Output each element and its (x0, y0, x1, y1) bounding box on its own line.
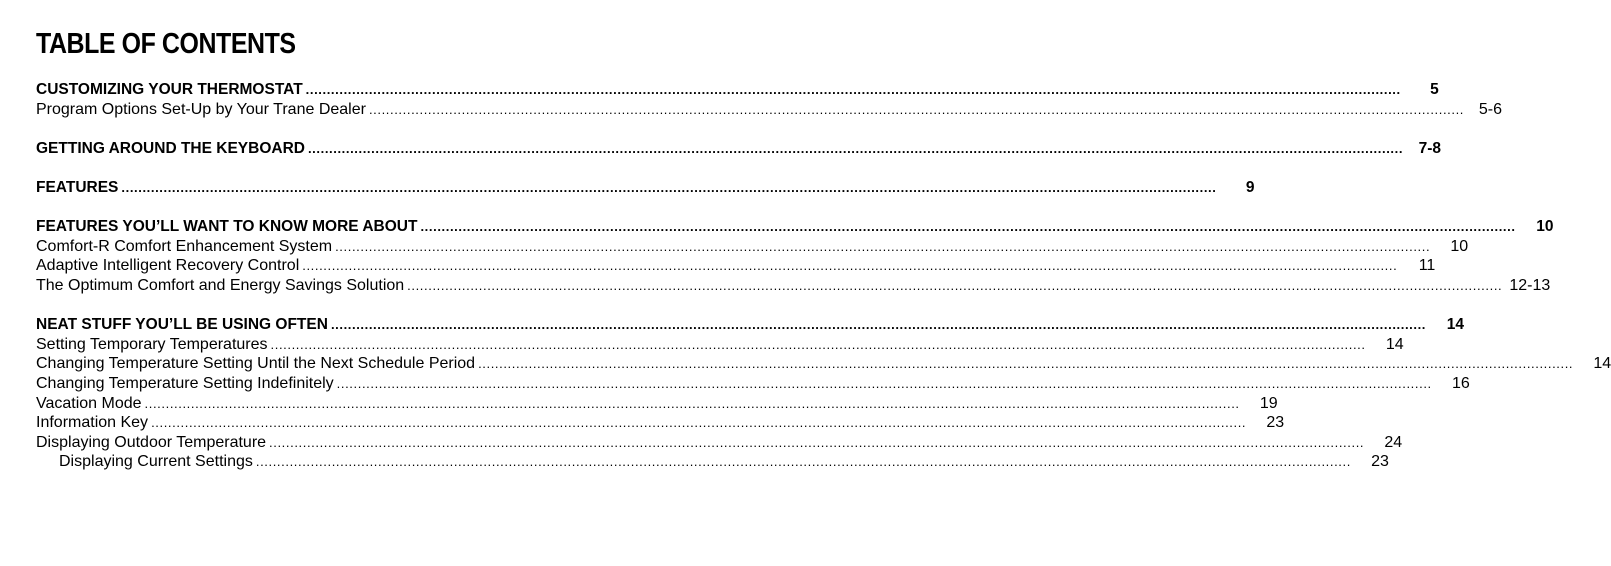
toc-entry (36, 237, 1469, 257)
toc-entry (36, 452, 1389, 472)
toc-entry-page: 23 (1371, 453, 1389, 471)
toc-entry-label: Setting Temporary Temperatures (36, 335, 268, 353)
dot-leader: .................................................................................................................................................................................................................................................................... (368, 101, 1465, 117)
toc-entry-page: 7-8 (1418, 139, 1442, 157)
toc-entry (36, 80, 1439, 100)
toc-entry-label: Comfort-R Comfort Enhancement System (36, 237, 333, 255)
toc-entry-label: GETTING AROUND THE KEYBOARD (36, 139, 305, 157)
dot-leader: .................................................................................................................................................................................................................................................................... (420, 219, 1516, 235)
dot-leader: .................................................................................................................................................................................................................................................................... (121, 179, 1217, 195)
dot-leader: .................................................................................................................................................................................................................................................................... (302, 258, 1398, 274)
toc-entry (36, 413, 1285, 433)
dot-leader: .................................................................................................................................................................................................................................................................... (255, 454, 1351, 470)
toc-entry-page: 19 (1259, 394, 1278, 412)
dot-leader: .................................................................................................................................................................................................................................................................... (144, 395, 1240, 411)
page-title: TABLE OF CONTENTS (36, 28, 296, 60)
dot-leader: .................................................................................................................................................................................................................................................................... (151, 415, 1247, 431)
toc-entry-page: 14 (1446, 316, 1465, 334)
dot-leader: .................................................................................................................................................................................................................................................................... (335, 238, 1431, 254)
toc-entry-page: 5 (1430, 81, 1439, 98)
toc-entry-label: Information Key (36, 414, 149, 432)
dot-leader: .................................................................................................................................................................................................................................................................... (336, 375, 1432, 391)
toc-entry-page: 14 (1385, 335, 1404, 353)
dot-leader: .................................................................................................................................................................................................................................................................... (307, 140, 1404, 156)
toc-entry-label: Changing Temperature Setting Indefinitely (36, 374, 334, 392)
toc-entry-label: FEATURES (36, 178, 119, 196)
toc-entry-label: The Optimum Comfort and Energy Savings Solution (36, 276, 405, 294)
toc-entry-page: 10 (1536, 218, 1554, 236)
table-of-contents (36, 80, 1611, 472)
toc-entry-page: 14 (1593, 355, 1611, 373)
dot-leader: .................................................................................................................................................................................................................................................................... (270, 336, 1366, 352)
toc-entry-page: 10 (1450, 237, 1469, 255)
toc-entry (36, 394, 1278, 414)
toc-entry (36, 217, 1554, 237)
toc-entry (36, 256, 1436, 276)
toc-entry-label: Displaying Outdoor Temperature (36, 433, 267, 451)
toc-entry-label: NEAT STUFF YOU’LL BE USING OFTEN (36, 316, 328, 334)
toc-entry-page: 5-6 (1478, 100, 1503, 118)
toc-entry-label: Vacation Mode (36, 394, 142, 412)
toc-entry (36, 335, 1404, 355)
toc-entry-label: FEATURES YOU’LL WANT TO KNOW MORE ABOUT (36, 218, 418, 236)
toc-entry-label: Changing Temperature Setting Until the Next Schedule Period (36, 355, 476, 373)
toc-entry-page: 12-13 (1509, 276, 1551, 294)
dot-leader: .................................................................................................................................................................................................................................................................... (330, 317, 1427, 333)
dot-leader: .................................................................................................................................................................................................................................................................... (407, 277, 1503, 293)
toc-entry (36, 276, 1551, 296)
toc-entry-page: 16 (1451, 374, 1470, 392)
toc-entry-label: Displaying Current Settings (59, 453, 253, 471)
toc-entry-page: 11 (1418, 257, 1436, 275)
toc-entry-page: 23 (1266, 414, 1285, 432)
toc-entry (36, 139, 1442, 159)
toc-entry-label: Program Options Set-Up by Your Trane Dealer (36, 100, 366, 118)
dot-leader: .................................................................................................................................................................................................................................................................... (269, 434, 1365, 450)
dot-leader: .................................................................................................................................................................................................................................................................... (305, 82, 1401, 97)
toc-entry (36, 178, 1255, 198)
toc-entry-label: Adaptive Intelligent Recovery Control (36, 257, 300, 275)
toc-entry (36, 433, 1403, 453)
toc-entry-label: CUSTOMIZING YOUR THERMOSTAT (36, 81, 303, 98)
toc-entry (36, 100, 1503, 120)
toc-entry (36, 354, 1611, 374)
toc-entry (36, 315, 1465, 335)
dot-leader: .................................................................................................................................................................................................................................................................... (478, 356, 1574, 372)
toc-entry (36, 374, 1470, 394)
toc-entry-page: 24 (1384, 433, 1403, 451)
toc-entry-page: 9 (1245, 178, 1255, 196)
